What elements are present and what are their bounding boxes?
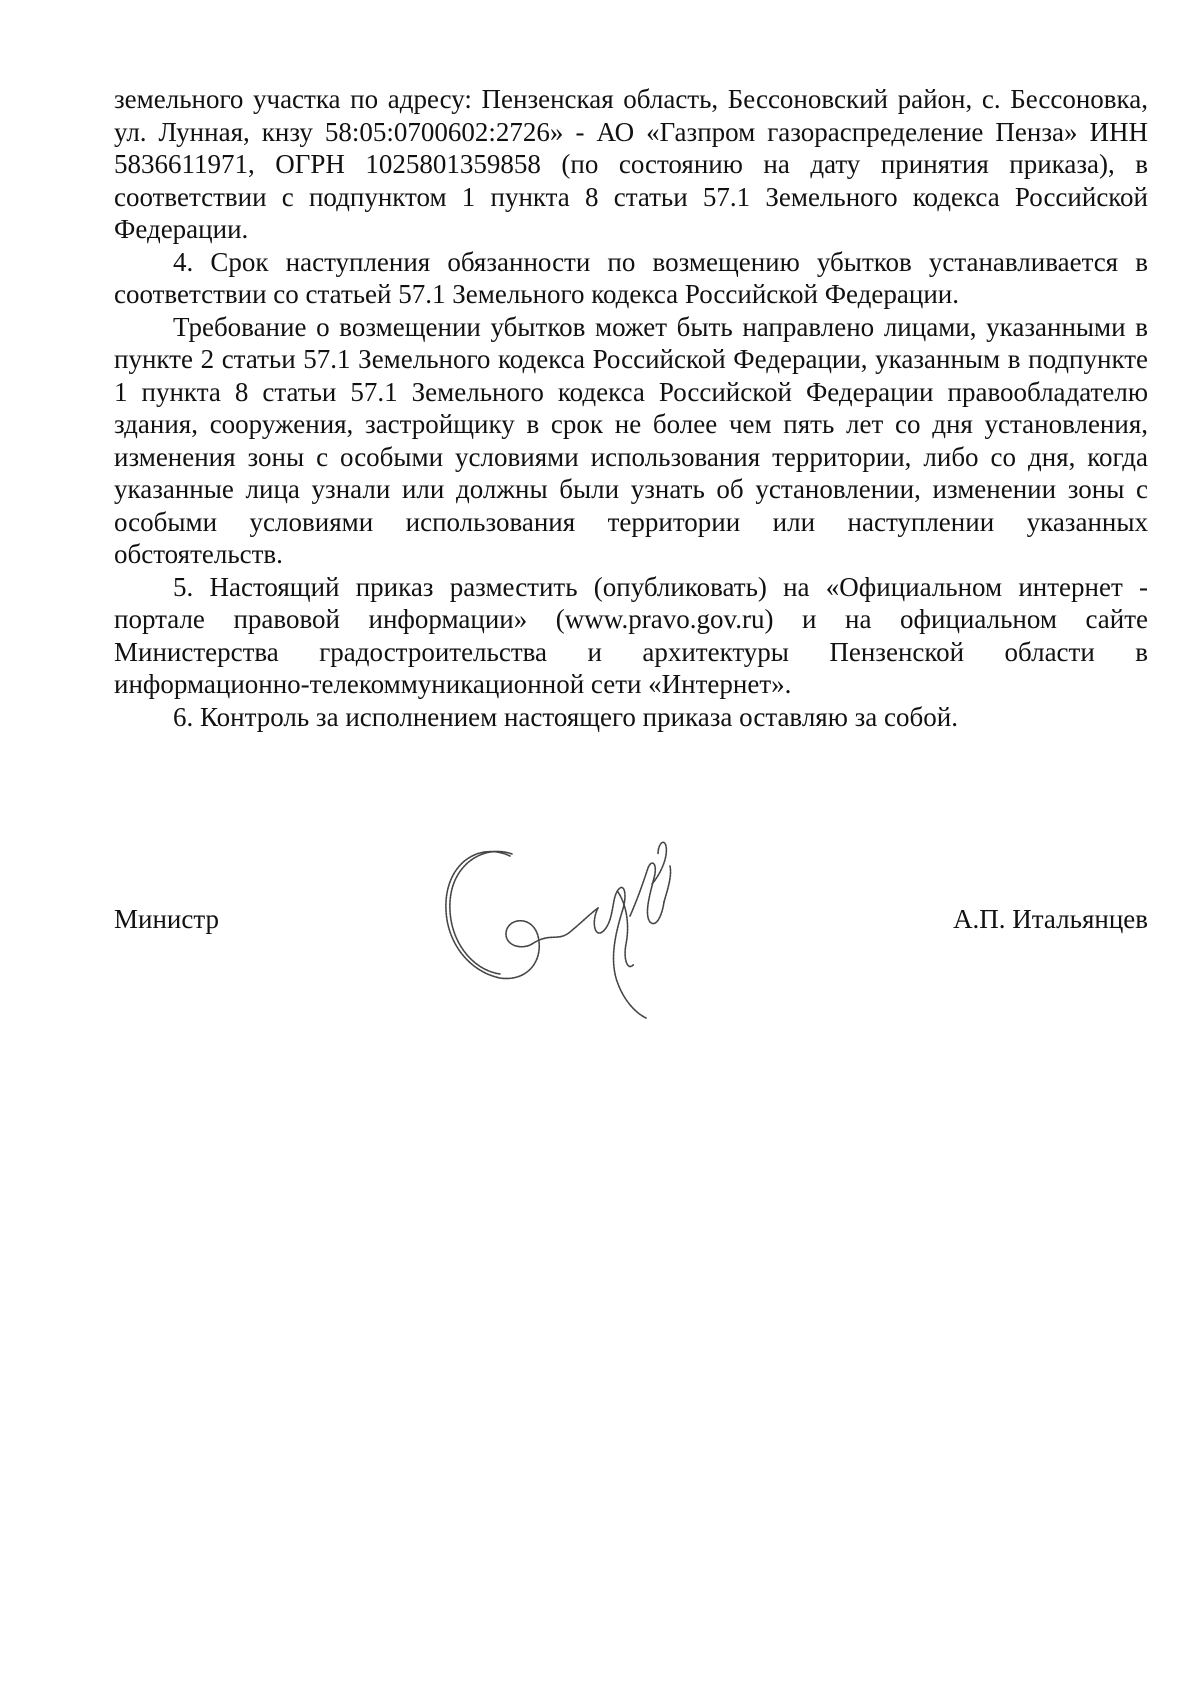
signer-position: Министр [114, 904, 219, 934]
paragraph-5-publication: 5. Настоящий приказ разместить (опубликовать) на «Официальном интернет - портале правовой информации» (www.pravo.gov.ru) и на официальном сайте Министерства градостроительства и архитектуры Пензенской области в информационно-телекоммуникационной сети «Интернет». [114, 571, 1148, 699]
paragraph-land-plot-tail: земельного участка по адресу: Пензенская область, Бессоновский район, с. Бессоновка, ул. Лунная, кнзу 58:05:0700602:2726» - АО «Газпром газораспределение Пенза» ИНН 5836611971, ОГРН 1025801359858 (по состоянию на дату принятия приказа), в соответствии с подпунктом 1 пункта 8 статьи 57.1 Земельного кодекса Российской Федерации. [114, 84, 1148, 244]
paragraph-6-control: 6. Контроль за исполнением настоящего приказа оставляю за собой. [173, 701, 958, 732]
handwritten-signature [440, 832, 700, 1022]
document-body [114, 83, 1148, 733]
signer-name: А.П. Итальянцев [953, 904, 1148, 934]
paragraph-4-damages-deadline: 4. Срок наступления обязанности по возмещению убытков устанавливается в соответствии со статьей 57.1 Земельного кодекса Российской Федерации. [114, 246, 1148, 309]
paragraph-damages-claim: Требование о возмещении убытков может быть направлено лицами, указанными в пункте 2 статьи 57.1 Земельного кодекса Российской Федерации, указанным в подпункте 1 пункта 8 статьи 57.1 Земельного кодекса Российской Федерации правообладателю здания, сооружения, застройщику в срок не более чем пять лет со дня установления, изменения зоны с особыми условиями использования территории, либо со дня, когда указанные лица узнали или должны были узнать об установлении, изменении зоны с особыми условиями использования территории или наступлении указанных обстоятельств. [114, 311, 1148, 569]
